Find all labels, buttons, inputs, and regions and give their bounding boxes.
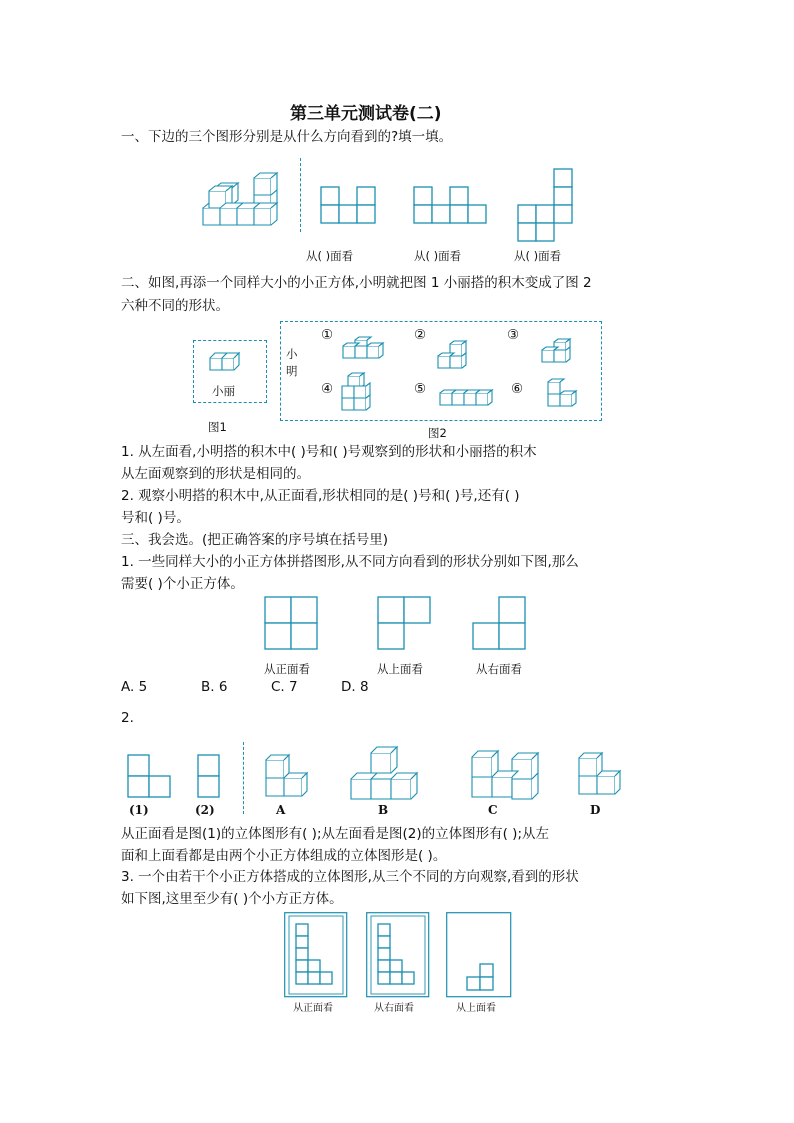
fig1-label: 图1 <box>208 420 227 434</box>
section-2-heading-line2: 六种不同的形状。 <box>121 298 229 314</box>
xiaoli-cubes <box>208 350 250 378</box>
shape-num-2: ② <box>414 327 427 343</box>
s3-q2-line1: 从正面看是图(1)的立体图形有( );从左面看是图(2)的立体图形有( );从左 <box>121 826 549 842</box>
shape-4-cubes <box>340 372 380 412</box>
s2-q2-line1: 2. 观察小明搭的积木中,从正面看,形状相同的是( )号和( )号,还有( ) <box>121 488 520 504</box>
s3-q1-line2: 需要( )个小正方体。 <box>121 576 244 592</box>
s2-q1-line1: 1. 从左面看,小明搭的积木中( )号和( )号观察到的形状和小丽搭的积木 <box>121 444 537 460</box>
shape-num-1: ① <box>321 327 334 343</box>
shape-5-cubes <box>438 385 494 411</box>
shape-num-3: ③ <box>507 327 520 343</box>
s3-q3-line1: 3. 一个由若干个小正方体搭成的立体图形,从三个不同的方向观察,看到的形状 <box>121 869 579 885</box>
s3-q3-top-view <box>446 912 512 998</box>
s1-caption-1: 从( )面看 <box>306 249 354 263</box>
s3-q3-cap-2: 从右面看 <box>374 1003 414 1014</box>
shape-3-cubes <box>540 338 582 366</box>
shape-2-cubes <box>436 340 472 372</box>
page-title: 第三单元测试卷(二) <box>290 104 442 124</box>
xiaoming-label-1: 小 <box>286 347 298 361</box>
s3-q2-view-2 <box>197 754 220 798</box>
s1-cube-figure <box>199 168 289 230</box>
s3-q2-label-1: (1) <box>129 803 149 817</box>
s3-q1-right-view <box>472 596 526 650</box>
section-3-heading: 三、我会选。(把正确答案的序号填在括号里) <box>121 532 389 548</box>
s3-q2-label-a: A <box>276 803 286 817</box>
section-1-heading: 一、下边的三个图形分别是从什么方向看到的?填一填。 <box>121 129 453 145</box>
s3-q1-option-c: C. 7 <box>271 679 298 695</box>
s3-q3-front-view <box>284 912 348 998</box>
s3-q2-divider <box>243 742 244 814</box>
s3-q2-view-1 <box>127 754 171 798</box>
shape-1-cubes <box>341 336 391 362</box>
s1-view-2 <box>413 186 487 224</box>
s3-q3-right-view <box>366 912 430 998</box>
shape-num-5: ⑤ <box>414 381 427 397</box>
s3-q1-option-d: D. 8 <box>341 679 369 695</box>
s3-q2-shape-a <box>264 752 312 800</box>
s2-q2-line2: 号和( )号。 <box>121 510 190 526</box>
s2-q1-line2: 从左面观察到的形状是相同的。 <box>121 466 310 482</box>
shape-6-cubes <box>546 376 582 412</box>
shape-num-6: ⑥ <box>511 381 524 397</box>
s3-q2-shape-b <box>349 745 421 801</box>
xiaoming-label-2: 明 <box>286 364 298 378</box>
s3-q2-shape-d <box>577 750 625 800</box>
s3-q2-line2: 面和上面看都是由两个小正方体组成的立体图形是( )。 <box>121 848 447 864</box>
s3-q1-cap-2: 从上面看 <box>377 662 423 676</box>
s3-q2-label-d: D <box>590 803 601 817</box>
xiaoli-label: 小丽 <box>212 384 235 398</box>
s3-q2-label-c: C <box>488 803 498 817</box>
s3-q1-option-b: B. 6 <box>201 679 228 695</box>
s3-q3-line2: 如下图,这里至少有( )个小方正方体。 <box>121 891 343 907</box>
s3-q1-line1: 1. 一些同样大小的小正方体拼搭图形,从不同方向看到的形状分别如下图,那么 <box>121 554 579 570</box>
s1-caption-2: 从( )面看 <box>414 249 462 263</box>
s3-q2-label-2: (2) <box>195 803 215 817</box>
s1-divider <box>300 158 301 232</box>
s3-q3-cap-3: 从上面看 <box>456 1003 496 1014</box>
shape-num-4: ④ <box>321 381 334 397</box>
s1-caption-3: 从( )面看 <box>514 249 562 263</box>
s3-q3-cap-1: 从正面看 <box>293 1003 333 1014</box>
s3-q2-shape-c <box>470 745 540 801</box>
s3-q2-label-b: B <box>378 803 389 817</box>
section-2-heading-line1: 二、如图,再添一个同样大小的小正方体,小明就把图 1 小丽搭的积木变成了图 2 <box>121 275 592 291</box>
s3-q1-top-view <box>377 596 431 650</box>
s1-view-1 <box>320 186 376 224</box>
s3-q1-option-a: A. 5 <box>121 679 148 695</box>
s3-q2-number: 2. <box>121 710 134 726</box>
s3-q1-cap-1: 从正面看 <box>264 662 310 676</box>
fig2-label: 图2 <box>428 426 447 440</box>
s3-q1-front-view <box>264 596 318 650</box>
s3-q1-cap-3: 从右面看 <box>476 662 522 676</box>
s1-view-3 <box>516 168 574 242</box>
